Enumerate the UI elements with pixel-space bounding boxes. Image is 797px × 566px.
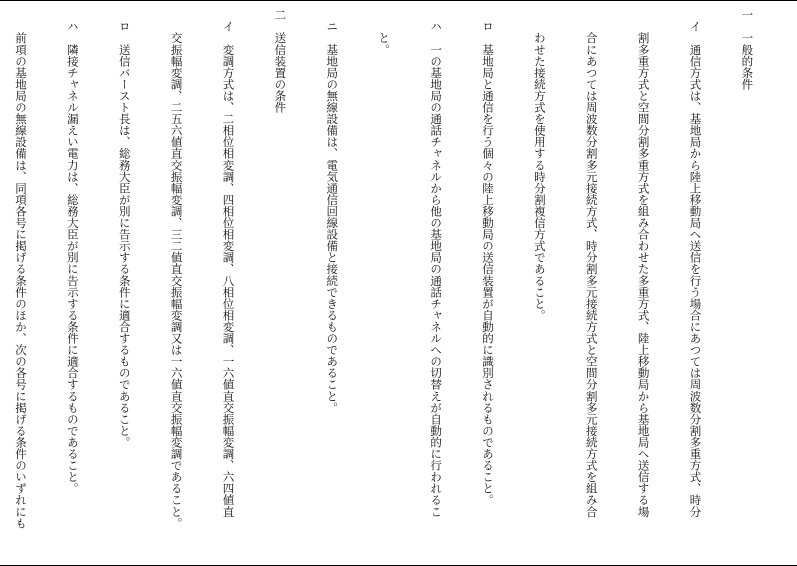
text-line: 前項の基地局の無線設備は、同項各号に掲げる条件のほか、次の各号に掲げる条件のいずれにも <box>13 9 28 529</box>
text-line: 一 一般的条件 <box>740 9 755 90</box>
text-line: 合にあつては周波数分割多元接続方式、時分割多元接続方式と空間分割多元接続方式を組み合 <box>584 9 599 518</box>
vertical-text-body <box>10 9 790 557</box>
text-line: ハ 一の基地局の通話チャネルから他の基地局の通話チャネルへの切替えが自動的に行われるこ <box>429 9 444 518</box>
text-line: イ 通信方式は、基地局から陸上移動局へ送信を行う場合にあつては周波数分割多重方式、時分 <box>688 9 703 518</box>
text-line: ロ 送信バースト長は、総務大臣が別に告示する条件に適合するものであること。 <box>117 9 132 448</box>
text-line: イ 変調方式は、二相位相変調、四相位相変調、八相位相変調、一六値直交振幅変調、六四値直 <box>221 9 236 518</box>
text-line: わせた接続方式を使用する時分割複信方式であること。 <box>532 9 547 321</box>
text-line: ロ 基地局と通信を行う個々の陸上移動局の送信装置が自動的に識別されるものであること。 <box>480 9 495 506</box>
text-line: 二 送信装置の条件 <box>273 9 288 113</box>
text-line: と。 <box>377 9 392 56</box>
text-line: 交振幅変調、二五六値直交振幅変調、三二値直交振幅変調又は一六値直交振幅変調であること。 <box>169 9 184 529</box>
text-line: ニ 基地局の無線設備は、電気通信回線設備と接続できるものであること。 <box>325 9 340 414</box>
text-line: ハ 隣接チャネル漏えい電力は、総務大臣が別に告示する条件に適合するものであること。 <box>65 9 80 495</box>
text-line: 割多重方式と空間分割多重方式を組み合わせた多重方式、陸上移動局から基地局へ送信する場 <box>636 9 651 518</box>
